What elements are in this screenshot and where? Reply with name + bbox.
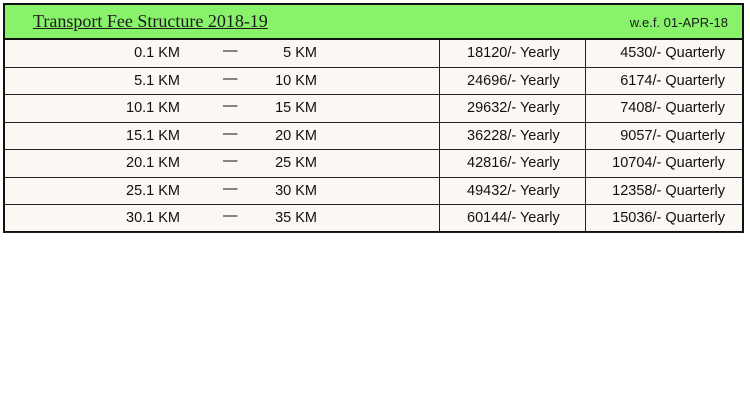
quarterly-fee: 6174/- Quarterly xyxy=(620,72,725,89)
range-dash: — xyxy=(223,180,238,197)
distance-to: 5 KM xyxy=(283,45,317,61)
range-dash: — xyxy=(223,208,238,224)
range-dash: — xyxy=(223,125,238,142)
yearly-fee: 42816/- Yearly xyxy=(467,155,560,171)
quarterly-fee: 12358/- Quarterly xyxy=(612,182,725,199)
yearly-fee: 36228/- Yearly xyxy=(467,127,560,144)
page-title: Transport Fee Structure 2018-19 xyxy=(33,11,268,31)
yearly-fee: 24696/- Yearly xyxy=(467,72,560,89)
distance-to: 30 KM xyxy=(275,182,317,199)
table-row xyxy=(5,205,742,233)
column-divider xyxy=(439,40,440,231)
yearly-fee: 29632/- Yearly xyxy=(467,100,560,116)
distance-from: 20.1 KM xyxy=(126,155,180,171)
distance-to: 35 KM xyxy=(275,210,317,226)
table-row xyxy=(5,178,742,206)
range-dash: — xyxy=(223,153,238,169)
yearly-fee: 60144/- Yearly xyxy=(467,210,560,226)
column-divider xyxy=(585,40,586,231)
yearly-fee: 49432/- Yearly xyxy=(467,182,560,199)
distance-from: 0.1 KM xyxy=(134,45,180,61)
distance-from: 10.1 KM xyxy=(126,100,180,116)
distance-to: 25 KM xyxy=(275,155,317,171)
effective-date: w.e.f. 01-APR-18 xyxy=(629,15,728,30)
distance-to: 20 KM xyxy=(275,127,317,144)
quarterly-fee: 10704/- Quarterly xyxy=(612,155,725,171)
quarterly-fee: 7408/- Quarterly xyxy=(620,100,725,116)
distance-from: 5.1 KM xyxy=(134,72,180,89)
table-row xyxy=(5,95,742,123)
quarterly-fee: 4530/- Quarterly xyxy=(620,45,725,61)
table-row xyxy=(5,123,742,151)
range-dash: — xyxy=(223,98,238,114)
table-row xyxy=(5,150,742,178)
quarterly-fee: 9057/- Quarterly xyxy=(620,127,725,144)
yearly-fee: 18120/- Yearly xyxy=(467,45,560,61)
distance-from: 15.1 KM xyxy=(126,127,180,144)
fee-table xyxy=(3,3,744,233)
distance-from: 25.1 KM xyxy=(126,182,180,199)
table-row xyxy=(5,40,742,68)
range-dash: — xyxy=(223,70,238,87)
table-row xyxy=(5,68,742,96)
quarterly-fee: 15036/- Quarterly xyxy=(612,210,725,226)
distance-to: 15 KM xyxy=(275,100,317,116)
table-header xyxy=(5,5,742,40)
distance-from: 30.1 KM xyxy=(126,210,180,226)
distance-to: 10 KM xyxy=(275,72,317,89)
range-dash: — xyxy=(223,43,238,59)
